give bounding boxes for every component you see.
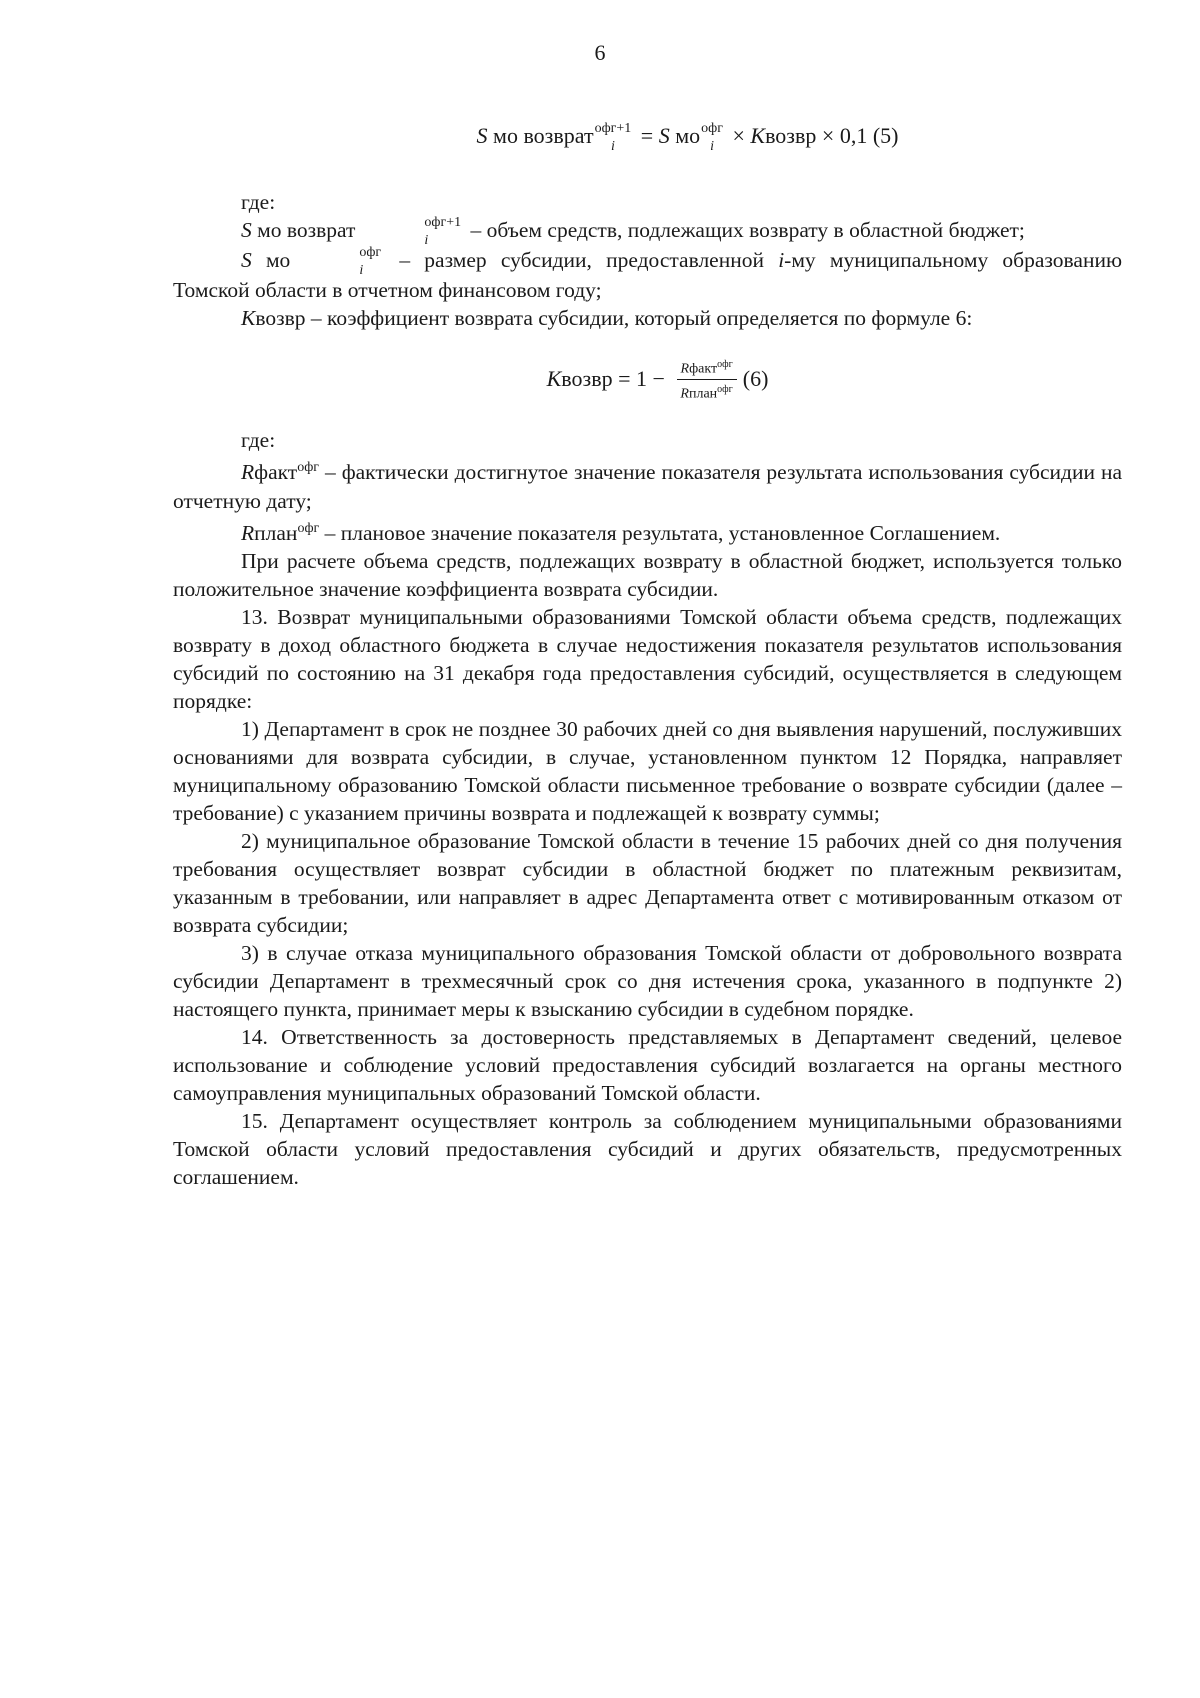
def1-s: S bbox=[241, 217, 252, 242]
formula6-tag: (6) bbox=[742, 366, 769, 392]
def4-sup: офг bbox=[297, 460, 320, 476]
def5-r: R bbox=[241, 520, 255, 545]
paragraph-13-item-1: 1) Департамент в срок не позднее 30 рабочих дней со дня выявления нарушений, послуживших основаниями для возврата субсидии, в случае, установленном пунктом 12 Порядка, направляет муниципальному образованию Томской области письменное требование о возврате субсидии (далее – требование) с указанием причины возврата и подлежащей к возврату суммы; bbox=[173, 716, 1122, 825]
formula6-numerator bbox=[677, 356, 737, 380]
formula5-rhs-sup: офг bbox=[701, 120, 723, 136]
formula6-eq: = 1 − bbox=[612, 366, 671, 392]
formula6-fraction bbox=[676, 356, 736, 402]
def3-k: K bbox=[241, 306, 256, 331]
formula-5 bbox=[253, 122, 1122, 152]
formula5-lhs: мо возврат bbox=[493, 123, 594, 148]
def2-s: S bbox=[241, 248, 252, 273]
formula6-num-sup: офг bbox=[717, 359, 733, 371]
formula5-rhs-sub: i bbox=[710, 138, 714, 154]
paragraph-13-item-2: 2) муниципальное образование Томской области в течение 15 рабочих дней со дня получения требования осуществляет возврат субсидии в областной бюджет по платежным реквизитам, указанным в требовании, или направляет в адрес Департамента ответ с мотивированным отказом от возврата субсидии; bbox=[173, 828, 1122, 937]
formula5-s2: S bbox=[658, 123, 670, 148]
page-number: 6 bbox=[594, 40, 606, 65]
def2-var: мо bbox=[265, 248, 291, 273]
paragraph-13: 13. Возврат муниципальными образованиями Томской области объема средств, подлежащих возврату в доход областного бюджета в случае недостижения показателя результатов использования субсидий по состоянию на 31 декабря года предоставления субсидий, осуществляется в следующем порядке: bbox=[173, 604, 1122, 713]
paragraph-13-item-3: 3) в случае отказа муниципального образования Томской области от добровольного возврата субсидии Департамент в трехмесячный срок со дня истечения срока, указанного в подпункте 2) настоящего пункта, принимает меры к взысканию субсидии в судебном порядке. bbox=[173, 940, 1122, 1021]
formula5-rhs: мо bbox=[675, 123, 701, 148]
def1-var: мо возврат bbox=[257, 217, 356, 242]
formula5-kvozvr: возвр bbox=[765, 123, 817, 148]
formula6-kvozvr: возвр bbox=[561, 366, 613, 392]
def1-text: – объем средств, подлежащих возврату в областной бюджет; bbox=[465, 217, 1025, 242]
def5-word: план bbox=[254, 520, 298, 545]
paragraph-positive-coefficient: При расчете объема средств, подлежащих возврату в областной бюджет, используется только положительное значение коэффициента возврата субсидии. bbox=[173, 548, 1122, 601]
formula5-lhs-sup: офг+1 bbox=[594, 120, 632, 136]
formula5-rhs-scripts bbox=[701, 120, 723, 154]
formula5-eq: = bbox=[640, 123, 654, 148]
def3-text: возвр – коэффициент возврата субсидии, который определяется по формуле 6: bbox=[255, 306, 973, 331]
formula5-times2: × bbox=[821, 123, 835, 148]
def2-i: i bbox=[778, 248, 785, 273]
paragraph-15: 15. Департамент осуществляет контроль за соблюдением муниципальными образованиями Томской области условий предоставления субсидий и других обязательств, предусмотренных соглашением. bbox=[173, 1108, 1122, 1189]
paragraph-14: 14. Ответственность за достоверность представляемых в Департамент сведений, целевое использование и соблюдение условий предоставления субсидий возлагается на органы местного самоуправления муниципальных образований Томской области. bbox=[173, 1024, 1122, 1105]
formula6-den-word: план bbox=[688, 386, 718, 402]
formula5-k: K bbox=[750, 123, 766, 148]
def4-r: R bbox=[241, 460, 255, 485]
formula6-num-word: факт bbox=[689, 361, 718, 377]
def4-text: – фактически достигнутое значение показателя результата использования субсидии на отчетную дату; bbox=[173, 460, 1122, 513]
formula5-rest: 0,1 (5) bbox=[839, 123, 899, 148]
def1-sup: офг+1 bbox=[424, 215, 462, 231]
def2-text-a: – размер субсидии, предоставленной bbox=[385, 248, 779, 273]
def2-sub: i bbox=[359, 263, 364, 279]
definition-s-return bbox=[173, 215, 1122, 249]
formula5-lhs-sub: i bbox=[610, 138, 615, 154]
definition-r-plan bbox=[173, 515, 1122, 547]
formula6-denominator bbox=[676, 380, 736, 403]
def2-sup: офг bbox=[359, 245, 382, 261]
where-label-2: где: bbox=[241, 428, 276, 453]
formula5-times: × bbox=[732, 123, 745, 148]
document-body bbox=[173, 122, 1122, 1191]
formula5-lhs-scripts bbox=[594, 120, 632, 154]
where-label-1: где: bbox=[241, 189, 276, 214]
formula6-den-r: R bbox=[680, 386, 689, 402]
formula6-k: K bbox=[546, 366, 562, 392]
def1-sub: i bbox=[424, 233, 429, 249]
formula-6 bbox=[193, 356, 1122, 402]
def5-text: – плановое значение показателя результата, установленное Соглашением. bbox=[319, 520, 1001, 545]
definition-s-subsidy bbox=[173, 246, 1122, 304]
def2-scripts bbox=[291, 245, 382, 279]
formula6-den-sup: офг bbox=[717, 383, 733, 395]
definition-r-fact bbox=[173, 454, 1122, 514]
formula5-s: S bbox=[476, 123, 488, 148]
def5-sup: офг bbox=[297, 520, 320, 536]
def1-scripts bbox=[356, 215, 462, 249]
formula6-num-r: R bbox=[680, 361, 690, 377]
def4-word: факт bbox=[254, 460, 298, 485]
def2-text-b: -му муниципальному образованию Томской области в отчетном финансовом году; bbox=[173, 248, 1123, 303]
definition-k bbox=[173, 304, 1122, 332]
